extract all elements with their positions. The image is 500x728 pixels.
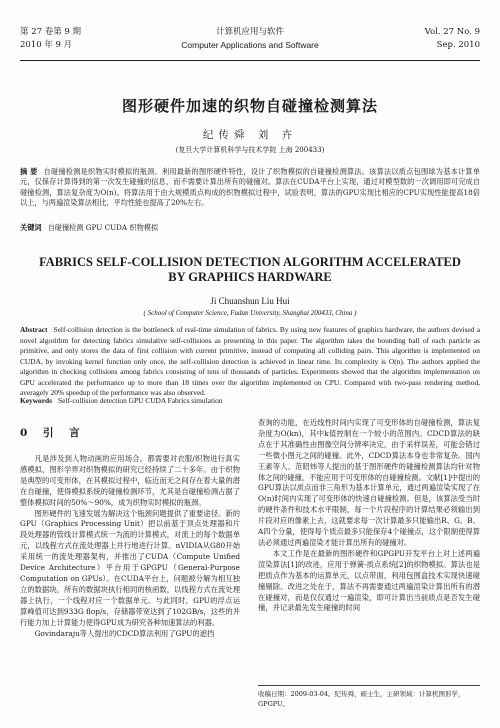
- journal-name-en: Computer Applications and Software: [181, 40, 319, 50]
- abstract-label-en: Abstract: [20, 325, 48, 334]
- footnote-received: 收稿日期：2009-03-04。纪传舜，硕士生，主研领域：计算机图形学，GPGPU。: [258, 690, 465, 708]
- abstract-cn: [20, 167, 480, 208]
- paragraph: 图形硬件的飞速发展为解决这个瓶颈问题提供了重要途径。新的GPU（Graphics Processing Unit）把以前基于顶点处理器和片段处理器的管线计算模式统一为流的计算模式，对流上的每个数据单元，以线程方式在流处理器上并行地进行计算。nVIDIA从G80开始采用统一的流处理器架构，并推出了CUDA（Compute Unified Device Architecture）平台用于GPGPU（General-Purpose Computation on GPUs）。在CUDA平台上，问题被分解为相互独立的数据块，所有的数据块执行相同的核函数，以线程方式在流处理器上执行，一个线程对应一个数据单元。与此同时，GPU的浮点运算峰值可达到933G flop/s，存储器带宽达到了102GB/s，这些的并行能力加上计算能力使得GPU成为研究各种加速算法的利器。: [20, 508, 240, 627]
- issue-date: 2010 年 9 月: [20, 40, 73, 50]
- volume-issue: 第 27 卷第 9 期: [20, 27, 82, 37]
- title-en-line-1: FABRICS SELF-COLLISION DETECTION ALGORITHM ACCELERATED: [39, 255, 461, 269]
- paragraph: Govindaraju等人提出的CDCD算法利用了GPU的遮挡: [34, 628, 215, 638]
- paragraph: 查询的功能，在近线性时间内实现了可变形体的自碰撞检测，算法复杂度为O(kn)，其中k值控制在一个较小的范围内。CDCD算法的缺点在于其准确性由图像空间分辨率决定，由于采样误差，可能会错过一些微小图元之间的碰撞。此外，CDCD算法本身也非常复杂。国内王素等人、范昭炜等人提出的基于图形硬件的碰撞检测算法均针对物体之间的碰撞，不能应用于可变形体的自碰撞检测。文献[1]中提出的GPU算法以质点而非三角形为基本计算单元，通过两遍渲染实现了在O(n)时间内实现了可变形体的快速自碰撞检测。但是，该算法受当时的硬件条件和技术水平限制，每一个片段程序的计算结果必须输出到片段对应的像素上去，这就要求每一次计算最多只能输出R、G、B、A四个分量，使得每个质点最多只能保存4个碰撞点，这个限制使得算法必须通过两遍渲染才能计算出所有的碰撞对。: [258, 418, 480, 547]
- body-column-left: [20, 418, 240, 639]
- affiliation-cn: (复旦大学计算机科学与技术学院 上海 200433): [175, 146, 325, 154]
- title-en-line-2: BY GRAPHICS HARDWARE: [168, 270, 332, 284]
- body-column-right: [258, 418, 480, 614]
- issue-date-en: Sep. 2010: [436, 40, 480, 50]
- paper-title-en: [20, 255, 480, 285]
- abstract-label-cn: 摘 要: [20, 167, 38, 176]
- abstract-en: [20, 325, 480, 399]
- affiliation-en: ( School of Computer Science, Fudan University, Shanghai 200433, China ): [143, 309, 357, 317]
- paragraph: 凡是涉及到人物动画的应用场合，都需要对衣服/织物进行真实感模拟，图形学界对织物模拟的研究已经持续了二十多年。由于织物是典型的可变形体，在其模拟过程中，临近而无之间存在着大量的潜在自碰撞，使得模拟系统的碰撞检测环节，尤其是自碰撞检测占据了整体模拟时间的50%～90%，成为织物实时模拟的瓶颈。: [20, 454, 240, 507]
- keywords-label-cn: 关键词: [20, 223, 42, 232]
- running-header: [20, 26, 480, 58]
- volume-number-en: Vol. 27 No. 9: [424, 27, 480, 37]
- keywords-en: [20, 396, 480, 407]
- paragraph: 本文工作是在最新的图形硬件和GPGPU开发平台上对上述两遍渲染算法[1]的改进，应用于弹簧-质点系统[2]的织物模拟。算法也是把质点作为基本的运算单元，以点带面，利用包围盒技术实现快速碰撞剔除。改进之处在于，算法不再需要通过两遍渲染计算出所有的潜在碰撞对，而是仅仅通过一遍渲染，即可计算出当前质点是否发生碰撞，并记录最先发生碰撞的时间: [258, 548, 480, 613]
- section-heading: 0 引 言: [20, 427, 86, 439]
- journal-name: [20, 26, 480, 52]
- authors-cn: 纪传舜 刘 卉: [202, 129, 298, 141]
- abstract-text-en: Self-collision detection is the bottleneck of real-time simulation of fabrics. By using new features of graphics hardware, the authors devised a novel algorithm for detecting fabrics simulative self-collisions as presenting in this paper. The algorithm takes the bounding ball of each particle as primitive, and only stores the data of first collision with current primitive, instead of computing all colliding pairs. This algorithm is implemented on CUDA, by invoking kernel function only once, the self-collision detection is achieved in linear time. Its complexity is O(n). The authors applied the algorithm in checking collisions among fabrics consisting of tens of thousands of particles. Experiments showed that the algorithm implementation on GPU accelerated the performance up to more than 18 times over the algorithm implemented on CPU. Compared with two-pass rendering method, averagely 20% speedup of the performance was also observed.: [20, 325, 480, 397]
- keywords-cn: [20, 223, 480, 233]
- footnote: [258, 685, 480, 709]
- keywords-text-cn: 自碰撞检测 GPU CUDA 织物模拟: [47, 223, 159, 232]
- authors-en: Ji Chuanshun Liu Hui: [210, 296, 290, 306]
- journal-name-cn: 计算机应用与软件: [215, 27, 284, 37]
- header-rule: [20, 60, 480, 61]
- abstract-text-cn: 自碰撞检测是织物实时模拟的瓶颈。利用最新的图形硬件特性，设计了织物模拟的自碰撞检测算法。该算法以质点包围球为基本计算单元，仅保存计算得到的第一次发生碰撞的信息，而不需要计算出所有的碰撞对。算法在CUDA平台上实现，通过对模型数的一次调用即可完成自碰撞检测，算法复杂度为O(n)。将算法用于由大规模质点构成的织物模拟过程中，试验表明，算法的GPU实现比相应的CPU实现性能提高18倍以上，与两遍渲染算法相比，平均性能也提高了20%左右。: [20, 167, 480, 207]
- keywords-text-en: Self-collision detection GPU CUDA Fabrics simulation: [58, 396, 223, 405]
- keywords-label-en: Keywords: [20, 396, 53, 405]
- journal-issue-en: [425, 26, 480, 52]
- paper-title-cn: 图形硬件加速的织物自碰撞检测算法: [121, 97, 378, 115]
